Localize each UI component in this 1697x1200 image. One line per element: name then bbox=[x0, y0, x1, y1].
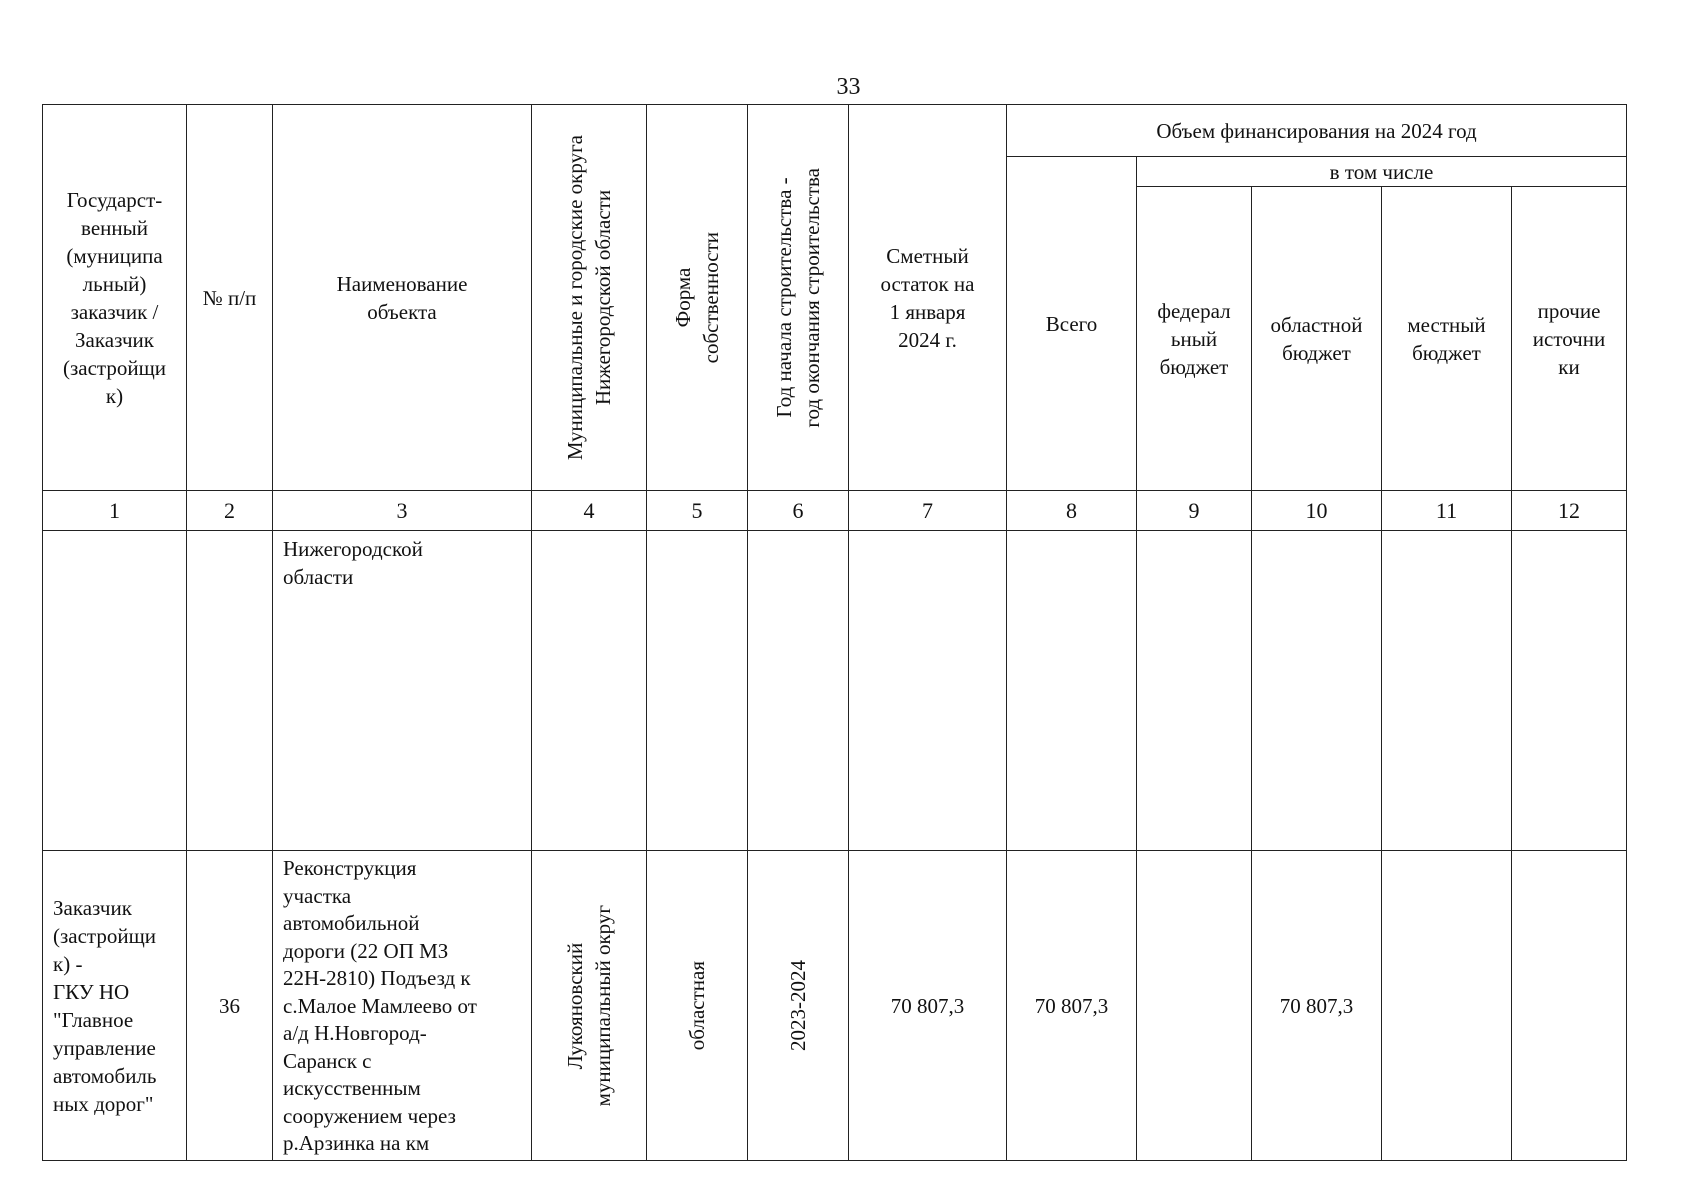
cell-years-cell bbox=[748, 851, 849, 1161]
header-years-cell bbox=[748, 105, 849, 491]
cell-object-name: Нижегородской области bbox=[273, 531, 532, 851]
column-number: 6 bbox=[748, 491, 849, 531]
column-number: 1 bbox=[43, 491, 187, 531]
header-financing: Объем финансирования на 2024 год bbox=[1007, 105, 1627, 157]
cell-federal bbox=[1137, 851, 1252, 1161]
header-total: Всего bbox=[1007, 157, 1137, 491]
header-years: Год начала строительства - год окончания строительства bbox=[772, 167, 824, 428]
cell-ownership-cell bbox=[647, 851, 748, 1161]
header-number: № п/п bbox=[187, 105, 273, 491]
cell-object-name: Реконструкция участка автомобильной дороги (22 ОП МЗ 22Н-2810) Подъезд к с.Малое Мамлеево от а/д Н.Новгород- Саранск с искусственным сооружением через р.Арзинка на км bbox=[273, 851, 532, 1161]
cell-balance bbox=[849, 531, 1007, 851]
cell-number bbox=[187, 531, 273, 851]
column-number: 3 bbox=[273, 491, 532, 531]
cell-local bbox=[1382, 531, 1512, 851]
column-number: 12 bbox=[1512, 491, 1627, 531]
column-numbers-row bbox=[43, 491, 1627, 531]
column-number: 11 bbox=[1382, 491, 1512, 531]
column-number: 2 bbox=[187, 491, 273, 531]
cell-regional: 70 807,3 bbox=[1252, 851, 1382, 1161]
column-number: 5 bbox=[647, 491, 748, 531]
cell-regional bbox=[1252, 531, 1382, 851]
cell-years bbox=[748, 531, 849, 851]
financing-table bbox=[42, 104, 1627, 1161]
header-local: местный бюджет bbox=[1382, 187, 1512, 491]
column-number: 7 bbox=[849, 491, 1007, 531]
cell-local bbox=[1382, 851, 1512, 1161]
header-districts-cell bbox=[532, 105, 647, 491]
page-number: 33 bbox=[836, 74, 861, 100]
cell-customer: Заказчик (застройщи к) - ГКУ НО "Главное управление автомобиль ных дорог" bbox=[43, 851, 187, 1161]
header-regional: областной бюджет bbox=[1252, 187, 1382, 491]
cell-district-cell bbox=[532, 851, 647, 1161]
cell-district bbox=[532, 531, 647, 851]
table-row bbox=[43, 531, 1627, 851]
cell-total: 70 807,3 bbox=[1007, 851, 1137, 1161]
cell-other bbox=[1512, 851, 1627, 1161]
header-districts: Муниципальные и городские округа Нижегородской области bbox=[563, 134, 615, 461]
column-number: 9 bbox=[1137, 491, 1252, 531]
cell-balance: 70 807,3 bbox=[849, 851, 1007, 1161]
cell-federal bbox=[1137, 531, 1252, 851]
cell-number: 36 bbox=[187, 851, 273, 1161]
header-including: в том числе bbox=[1137, 157, 1627, 187]
column-number: 8 bbox=[1007, 491, 1137, 531]
header-ownership: Форма собственности bbox=[671, 231, 723, 364]
cell-other bbox=[1512, 531, 1627, 851]
header-customer: Государст- венный (муниципа льный) заказчик / Заказчик (застройщи к) bbox=[43, 105, 187, 491]
cell-customer bbox=[43, 531, 187, 851]
header-object-name: Наименование объекта bbox=[273, 105, 532, 491]
header-ownership-cell bbox=[647, 105, 748, 491]
cell-ownership: областная bbox=[685, 960, 709, 1051]
header-balance: Сметный остаток на 1 января 2024 г. bbox=[849, 105, 1007, 491]
cell-ownership bbox=[647, 531, 748, 851]
cell-total bbox=[1007, 531, 1137, 851]
column-number: 4 bbox=[532, 491, 647, 531]
cell-district: Лукояновский муниципальный округ bbox=[563, 904, 615, 1107]
table-row bbox=[43, 851, 1627, 1161]
cell-years: 2023-2024 bbox=[786, 960, 810, 1051]
header-federal: федерал ьный бюджет bbox=[1137, 187, 1252, 491]
header-other: прочие источни ки bbox=[1512, 187, 1627, 491]
column-number: 10 bbox=[1252, 491, 1382, 531]
